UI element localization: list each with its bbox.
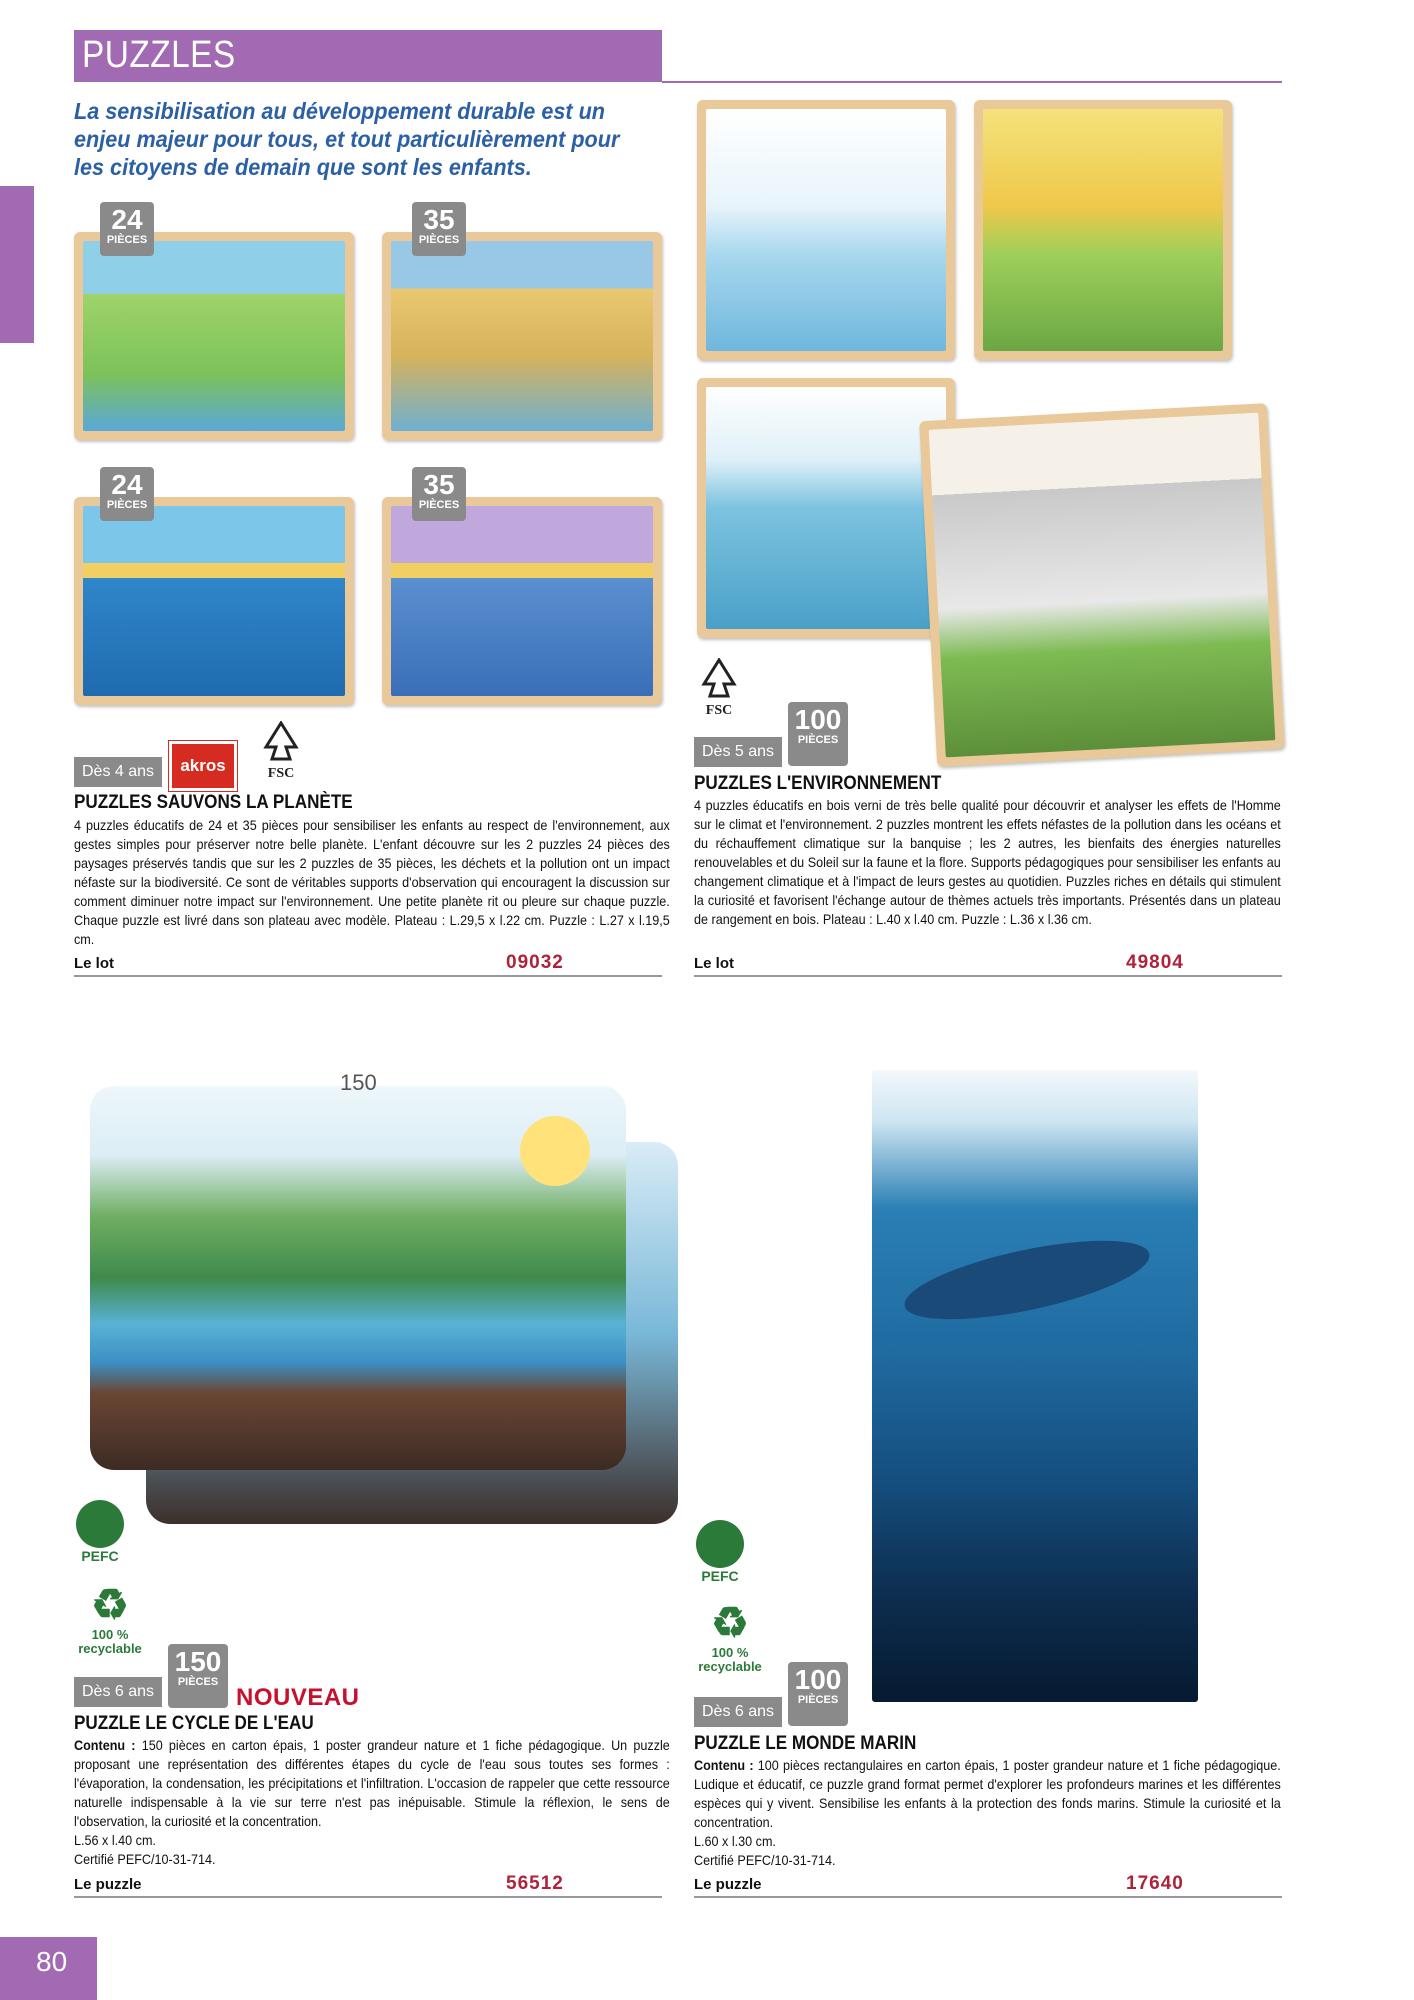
product-image[interactable] (382, 497, 662, 705)
page-number: 80 (0, 1937, 97, 2000)
pieces-badge: 150 PIÈCES (168, 1644, 228, 1708)
product-title: PUZZLE LE CYCLE DE L'EAU (74, 1713, 314, 1734)
brand-logo: akros (169, 741, 237, 791)
pieces-badge: 35 PIÈCES (412, 467, 466, 521)
certification: Certifié PEFC/10-31-714. (694, 1852, 836, 1868)
whale-icon (898, 1225, 1155, 1336)
unit-label: Le lot (694, 955, 734, 972)
unit-label: Le puzzle (694, 1876, 762, 1893)
recycle-logo: ♻ 100 % recyclable (74, 1582, 146, 1668)
pieces-badge: 100 PIÈCES (788, 1662, 848, 1726)
content-label: Contenu : (694, 1757, 754, 1773)
age-badge: Dès 4 ans (74, 757, 162, 787)
pefc-logo: PEFC (694, 1520, 746, 1590)
product-title: PUZZLE LE MONDE MARIN (694, 1733, 917, 1754)
side-tab (0, 186, 34, 343)
product-code[interactable]: 49804 (1126, 952, 1184, 973)
reference-row (694, 1872, 1282, 1898)
recycle-icon: ♻ (711, 1599, 749, 1646)
product-image[interactable] (74, 497, 354, 705)
fsc-logo: FSC (693, 658, 745, 720)
certification: Certifié PEFC/10-31-714. (74, 1851, 216, 1867)
product-code[interactable]: 09032 (506, 952, 564, 973)
product-title: PUZZLES SAUVONS LA PLANÈTE (74, 792, 353, 813)
product-description: Contenu : 150 pièces en carton épais, 1 poster grandeur nature et 1 fiche pédagogique. Un puzzle proposant une représentation des différentes étapes du cycle de l'eau sous toutes ses formes : l'évaporation, la condensation, les précipitations et l'infiltration. L'occasion de rappeler que cette ressource naturelle indispensable à la vie sur terre n'est pas inépuisable. Stimule la réflexion, le sens de l'observation, la curiosité et la concentration. L.56 x l.40 cm. Certifié PEFC/10-31-714. (74, 1737, 670, 1867)
product-image[interactable] (90, 1086, 626, 1470)
unit-label: Le lot (74, 955, 114, 972)
product-image[interactable] (697, 378, 955, 638)
intro-text: La sensibilisation au développement durable est un enjeu majeur pour tous, et tout particulièrement pour les citoyens de demain que sont les enfants. (74, 98, 620, 180)
age-badge: Dès 5 ans (694, 737, 782, 767)
new-badge: NOUVEAU (236, 1684, 360, 1711)
product-image[interactable] (74, 232, 354, 440)
reference-row (74, 1872, 662, 1898)
reference-row (74, 951, 662, 977)
unit-label: Le puzzle (74, 1876, 142, 1893)
product-image[interactable] (974, 100, 1232, 360)
dimensions: L.56 x l.40 cm. (74, 1832, 156, 1848)
fsc-logo: FSC (252, 721, 310, 783)
content-label: Contenu : (74, 1737, 136, 1753)
product-image[interactable] (697, 100, 955, 360)
product-description: 4 puzzles éducatifs de 24 et 35 pièces pour sensibiliser les enfants au respect de l'environnement, aux gestes simples pour préserver notre belle planète. L'enfant découvre sur les 2 puzzles 24 pièces des paysages préservés tandis que sur les 2 puzzles de 35 pièces, les déchets et la pollution ont un impact néfaste sur la biodiversité. Ce sont de véritables supports d'observation qui encouragent la discussion sur comment diminuer notre impact sur l'environnement. Une petite planète rit ou pleure sur chaque puzzle. Chaque puzzle est livré dans son plateau avec modèle. Plateau : L.29,5 x l.22 cm. Puzzle : L.27 x l.19,5 cm. (74, 817, 670, 947)
pieces-badge: 35 PIÈCES (412, 202, 466, 256)
tree-icon (696, 658, 742, 698)
recycle-icon: ♻ (91, 1581, 129, 1628)
product-image[interactable] (872, 1070, 1198, 1702)
product-code[interactable]: 17640 (1126, 1873, 1184, 1894)
product-description: 4 puzzles éducatifs en bois verni de très belle qualité pour découvrir et analyser les effets de l'Homme sur le climat et l'environnement. 2 puzzles montrent les effets néfastes de la pollution dans les océans et du réchauffement climatique sur la banquise ; les 2 autres, les bienfaits des énergies naturelles renouvelables et du Soleil sur la faune et la flore. Supports pédagogiques pour sensibiliser les enfants au changement climatique et à l'impact de leurs gestes au quotidien. Puzzles riches en détails qui stimulent la curiosité et favorisent l'échange autour de thèmes actuels très importants. Présentés dans un plateau de rangement en bois. Plateau : L.40 x l.40 cm. Puzzle : L.36 x l.36 cm. (694, 797, 1281, 927)
tree-icon (76, 1500, 124, 1548)
product-code[interactable]: 56512 (506, 1873, 564, 1894)
pieces-badge: 100 PIÈCES (788, 702, 848, 766)
tree-icon (258, 721, 304, 761)
recycle-logo: ♻ 100 % recyclable (694, 1600, 766, 1686)
image-label: 150 (340, 1070, 377, 1095)
product-description: Contenu : 100 pièces rectangulaires en carton épais, 1 poster grandeur nature et 1 fiche pédagogique. Ludique et éducatif, ce puzzle grand format permet d'explorer les profondeurs marines et les différentes espèces qui y vivent. Sensibilise les enfants à la protection des fonds marins. Stimule la curiosité et la concentration. L.60 x l.30 cm. Certifié PEFC/10-31-714. (694, 1757, 1281, 1868)
pefc-logo: PEFC (74, 1500, 126, 1570)
dimensions: L.60 x l.30 cm. (694, 1833, 776, 1849)
pieces-badge: 24 PIÈCES (100, 202, 154, 256)
product-image[interactable] (919, 403, 1285, 767)
sun-icon (520, 1116, 590, 1186)
section-title: PUZZLES (82, 34, 236, 76)
product-title: PUZZLES L'ENVIRONNEMENT (694, 773, 942, 794)
age-badge: Dès 6 ans (694, 1697, 782, 1727)
tree-icon (696, 1520, 744, 1568)
pieces-badge: 24 PIÈCES (100, 467, 154, 521)
header-rule (662, 81, 1282, 83)
age-badge: Dès 6 ans (74, 1677, 162, 1707)
reference-row (694, 951, 1282, 977)
product-image[interactable] (382, 232, 662, 440)
